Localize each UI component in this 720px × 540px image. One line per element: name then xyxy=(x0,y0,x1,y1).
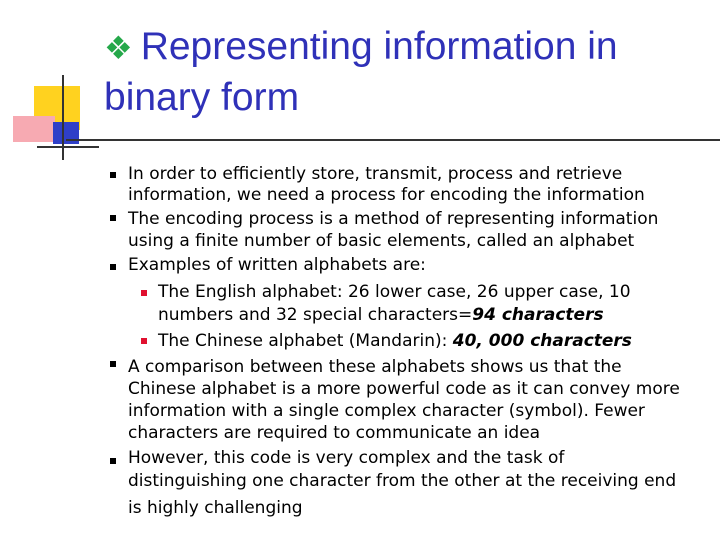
bullet-5-marker xyxy=(110,458,116,464)
bullet-4-line-1: A comparison between these alphabets shows us that the xyxy=(128,357,622,377)
bullet-4-line-3: information with a single complex character (symbol). Fewer xyxy=(128,401,645,421)
sub-bullet-2-marker xyxy=(141,338,147,344)
english-char-count: 94 characters xyxy=(472,305,604,325)
bullet-3-marker xyxy=(110,264,116,270)
chinese-char-count: 40, 000 characters xyxy=(452,331,632,351)
bullet-3-line-1: Examples of written alphabets are: xyxy=(128,255,426,275)
title-line-2: binary form xyxy=(104,76,300,119)
title-line-1: Representing information in xyxy=(140,25,618,68)
sub-bullet-1-marker xyxy=(141,290,147,296)
sub-bullet-1-line-2-plain: numbers and 32 special characters= xyxy=(158,305,473,325)
bullet-2-marker xyxy=(110,215,116,221)
sub-bullet-2-line xyxy=(158,329,632,353)
sub-bullet-2-plain: The Chinese alphabet (Mandarin): xyxy=(158,331,453,351)
sub-bullet-1-line-2 xyxy=(158,303,604,327)
bullet-1-line-2: information, we need a process for encoding the information xyxy=(128,185,645,205)
bullet-2-line-1: The encoding process is a method of representing information xyxy=(128,209,659,229)
bullet-4-marker xyxy=(110,361,116,367)
bullet-5-line-2: distinguishing one character from the other at the receiving end xyxy=(128,471,677,491)
sub-bullet-1-line-1: The English alphabet: 26 lower case, 26 upper case, 10 xyxy=(158,282,631,302)
bullet-2-line-2: using a finite number of basic elements, called an alphabet xyxy=(128,231,635,251)
bullet-1-line-1: In order to efficiently store, transmit, process and retrieve xyxy=(128,164,623,184)
bullet-5-line-3: is highly challenging xyxy=(128,498,303,518)
diamond-cluster-icon: ❖ xyxy=(104,30,133,66)
bullet-4-line-2: Chinese alphabet is a more powerful code as it can convey more xyxy=(128,379,680,399)
bullet-5-line-1: However, this code is very complex and the task of xyxy=(128,448,565,468)
bullet-4-line-4: characters are required to communicate an idea xyxy=(128,423,541,443)
bullet-1-marker xyxy=(110,172,116,178)
